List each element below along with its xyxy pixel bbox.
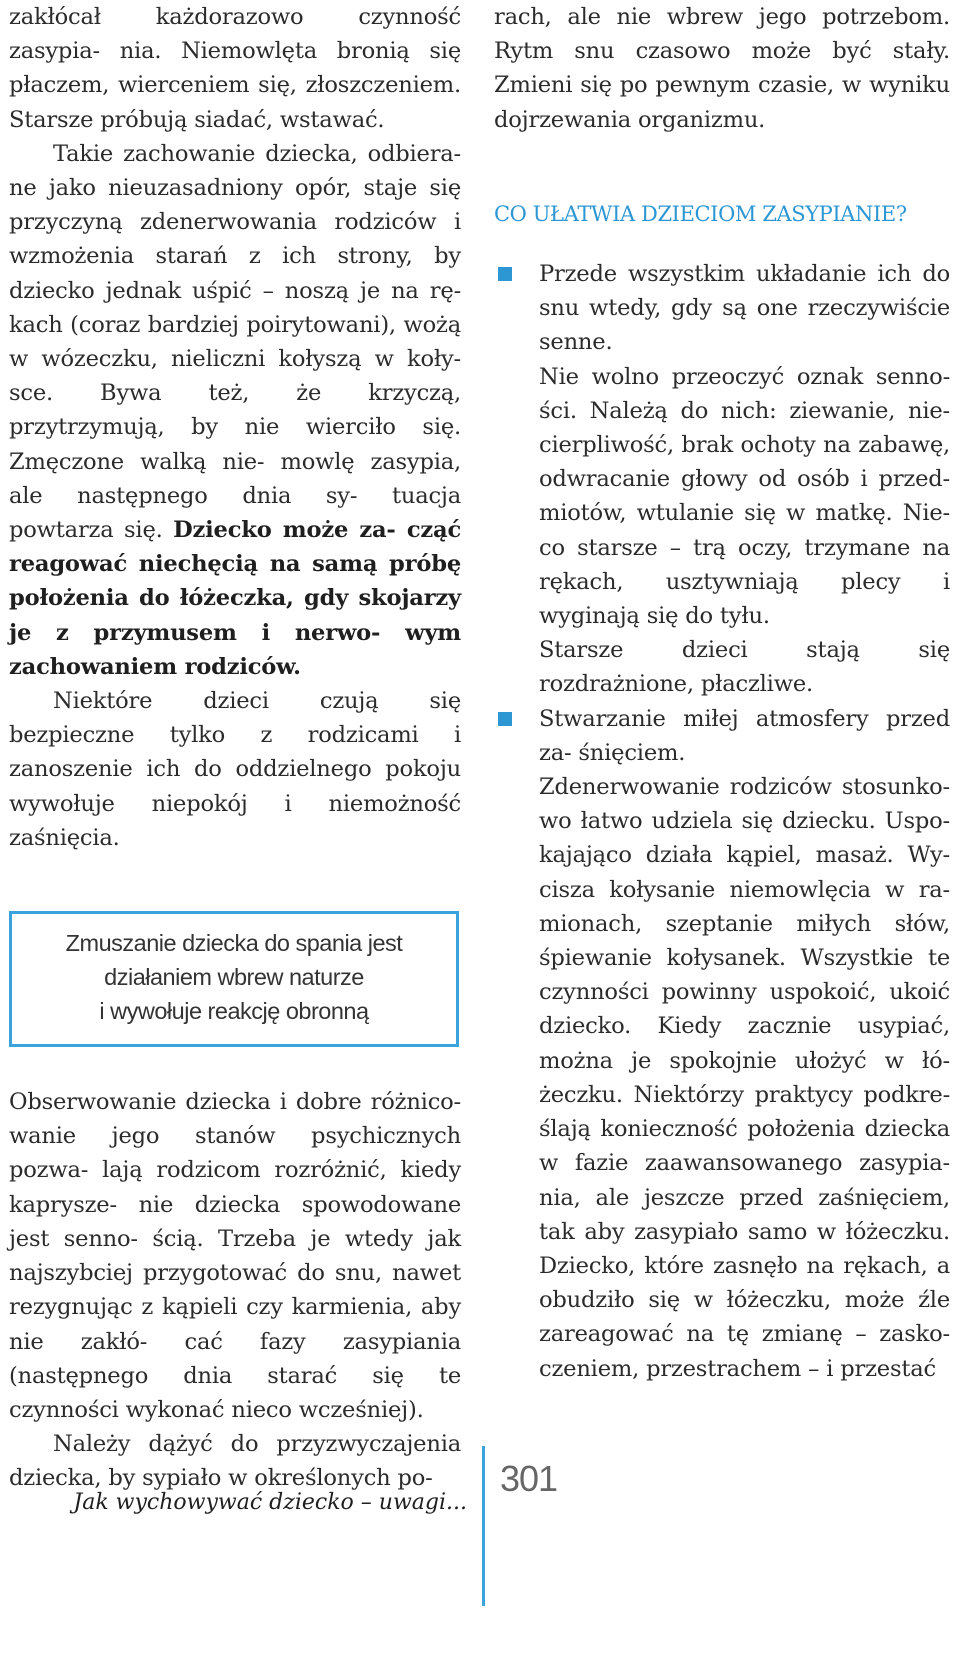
square-bullet-icon [498, 712, 512, 726]
page-footer [0, 1446, 960, 1606]
paragraph-separate-room: Niektóre dzieci czują się bezpieczne tylko z rodzicami i zanoszenie ich do oddzielnego pokoju wywołuje niepokój i niemożność zaśnięcia. [9, 688, 462, 851]
footer-divider [482, 1446, 485, 1606]
pullquote-line: i wywołuje reakcję obronną [99, 998, 369, 1025]
paragraph-continuation: zakłócał każdorazowo czynność zasypia- nia. Niemowlęta bronią się płaczem, wierceniem się, złoszczeniem. Starsze próbują siadać, wstawać. [9, 4, 461, 133]
left-column [9, 0, 461, 1496]
tips-list [494, 257, 950, 1386]
list-item-body: Starsze dzieci stają się rozdrażnione, płaczliwe. [539, 637, 950, 698]
list-item-lead: Przede wszystkim układanie ich do snu wtedy, gdy są one rzeczywiście senne. [539, 261, 950, 356]
running-title: Jak wychowywać dziecko – uwagi... [73, 1490, 467, 1515]
list-item-body: Zdenerwowanie rodziców stosunko- wo łatwo udziela się dziecku. Uspo- kajająco działa kąpiel, masaż. Wy- cisza kołysanie niemowlęcia w ra- mionach, szeptanie miłych słów, śpiewanie kołysanek. Wszystkie te czynności powinny uspokoić, ukoić dziecko. Kiedy zacznie usypiać, można je spokojnie ułożyć w łó- żeczku. Niektórzy praktycy podkre- ślają konieczność położenia dziecka w fazie zaawansowanego zasypia- nia, ale jeszcze przed zaśnięciem, tak aby zasypiało samo w łóżeczku. Dziecko, które zasnęło na rękach, a obudziło się w łóżeczku, może źle zareagować na tę zmianę – zasko- czeniem, przestrachem – i przestać [539, 774, 950, 1382]
list-item [494, 257, 950, 702]
section-heading: CO UŁATWIA DZIECIOM ZASYPIANIE? [494, 201, 907, 226]
pullquote-line: Zmuszanie dziecka do spania jest [65, 930, 403, 957]
page-number: 301 [500, 1458, 558, 1499]
paragraph-observation: Obserwowanie dziecka i dobre różnico- wanie jego stanów psychicznych pozwa- lają rodzicom rozróżnić, kiedy kaprysze- nie dziecka spowodowane jest senno- ścią. Trzeba je wtedy jak najszybciej przygotować do snu, nawet rezygnując z kąpieli czy karmienia, aby nie zakłó- cać fazy zasypiania (następnego dnia starać się te czynności wykonać nieco wcześniej). [9, 1089, 462, 1423]
paragraph-routine: Należy dążyć do przyzwyczajenia dziecka, by sypiało w określonych po- [9, 1431, 461, 1492]
paragraph-resistance: Takie zachowanie dziecka, odbiera- ne jako nieuzasadniony opór, staje się przyczyną zdenerwowania rodziców i wzmożenia starań z ich strony, by dziecko jednak uśpić – noszą je na rę- kach (coraz bardziej poirytowani), wożą w wózeczku, nieliczni kołyszą w koły- sce. Bywa też, że krzyczą, przytrzymują, by nie wierciło się. Zmęczone walką nie- mowlę zasypia, ale następnego dnia sy- tuacja powtarza się. Dziecko może za- cząć reagować niechęcią na samą próbę położenia do łóżeczka, gdy skojarzy je z przymusem i nerwo- wym zachowaniem rodziców. [9, 140, 462, 680]
paragraph-rhythm: rach, ale nie wbrew jego potrzebom. Rytm snu czasowo może być stały. Zmieni się po pewnym czasie, w wyniku dojrzewania organizmu. [494, 4, 950, 133]
pullquote-box [9, 911, 459, 1047]
pullquote-line: działaniem wbrew naturze [104, 964, 364, 991]
square-bullet-icon [498, 267, 512, 281]
right-column [494, 0, 950, 1386]
list-item-lead: Stwarzanie miłej atmosfery przed za- śnięciem. [539, 705, 950, 766]
list-item [494, 702, 950, 1386]
list-item-body: Nie wolno przeoczyć oznak senno- ści. Należą do nich: ziewanie, nie- cierpliwość, brak ochoty na zabawę, odwracanie głowy od osób i przed- miotów, wtulanie się w matkę. Nie- co starsze – trą oczy, trzymane na rękach, usztywniają plecy i wyginają się do tyłu. [539, 363, 950, 630]
bold-emphasis: Dziecko może za- cząć reagować niechęcią na samą próbę położenia do łóżeczka, gdy skojarzy je z przymusem i nerwo- wym zachowaniem rodziców. [9, 517, 461, 680]
